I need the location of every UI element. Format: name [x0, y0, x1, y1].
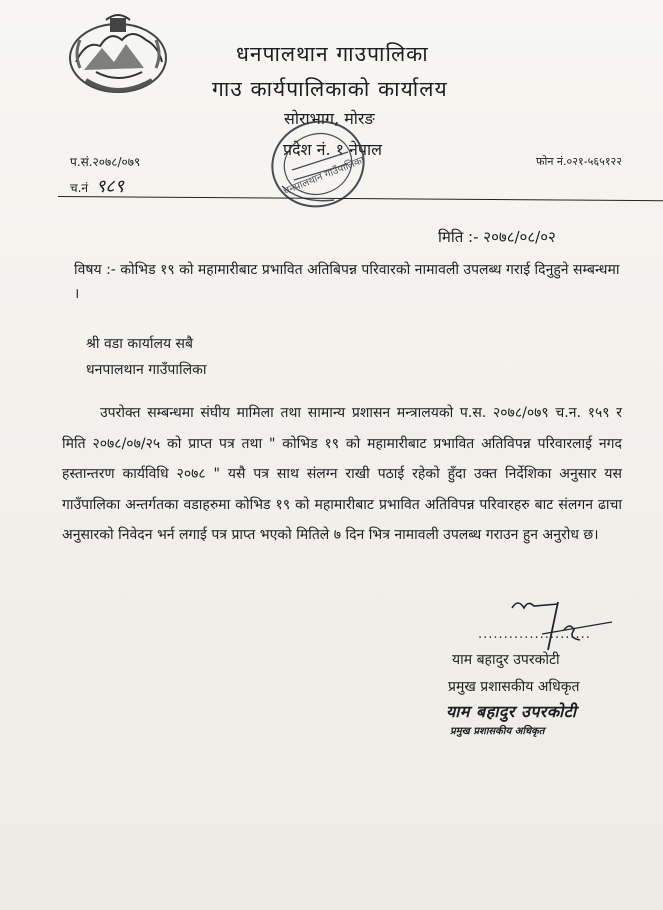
reference-number: प.सं.२०७८/०७९: [70, 155, 141, 169]
nepal-emblem-icon: [66, 10, 170, 96]
letter-body: उपरोक्त सम्बन्धमा संघीय मामिला तथा सामान्य प्रशासन मन्त्रालयको प.स. २०७८/०७९ च.न. १५९ र मिति २०७८/०७/२५ को प्राप्त पत्र तथा " कोभिड १९ को महामारीबाट प्रभावित अतिविपन्न परिवारलाई नगद हस्तान्तरण कार्यविधि २०७८ " यसै पत्र साथ संलग्न राखी पठाई रहेको हुँदा उक्त निर्देशिका अनुसार यस गाउँपालिका अन्तर्गतका वडाहरुमा कोभिड १९ को महामारीबाट प्रभावित अतिविपन्न परिवारहरु बाट संलगन ढाचा अनुसारको निवेदन भर्न लगाई पत्र प्राप्त भएको मितिले ७ दिन भित्र नामावली उपलब्ध गराउन हुन अनुरोध छ।: [62, 405, 622, 543]
seal-title: प्रमुख प्रशासकीय अधिकृत: [450, 726, 545, 737]
office-province: प्रदेश नं. १ नेपाल: [283, 140, 382, 159]
letter-date: मिति :- २०७८/०८/०२: [438, 228, 556, 246]
signature-line: ......................: [478, 627, 591, 642]
chalani-number: [70, 174, 124, 198]
letter-subject: विषय :- कोभिड १९ को महामारीबाट प्रभावित अतिबिपन्न परिवारको नामावली उपलब्ध गराई दिनुहुने सम्बन्धमा ।: [74, 262, 620, 302]
office-stamp: [262, 108, 374, 218]
seal-name: याम बहादुर उपरकोटी: [446, 702, 577, 721]
handwritten-signature: [472, 596, 612, 652]
org-name: धनपालथान गाउपालिका: [236, 42, 429, 66]
signatory-title: प्रमुख प्रशासकीय अधिकृत: [448, 679, 580, 695]
chalani-value: ९८९: [95, 176, 125, 197]
chalani-label: च.नं: [70, 181, 89, 195]
office-name: गाउ कार्यपालिकाको कार्यालय: [212, 77, 448, 101]
office-address: सोराभाग, मोरङ: [284, 109, 375, 128]
phone-number: फोन नं.०२१-५६५१२२: [536, 155, 622, 168]
recipient-line-2: धनपालथान गाउँपालिका: [86, 362, 207, 378]
recipient-line-1: श्री वडा कार्यालय सबै: [86, 336, 193, 352]
stamp-text: धनपालथान गाउँपालिका: [282, 154, 366, 198]
signatory-name: याम बहादुर उपरकोटी: [452, 652, 560, 668]
